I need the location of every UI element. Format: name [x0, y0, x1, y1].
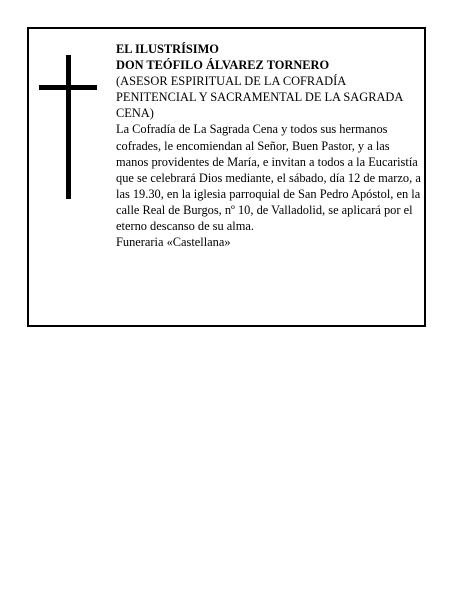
deceased-honorific: EL ILUSTRÍSIMO — [116, 42, 219, 56]
cross-horizontal-bar — [39, 85, 97, 90]
notice-body: La Cofradía de La Sagrada Cena y todos sus hermanos cofrades, le encomiendan al Señor, Buen Pastor, y a las manos providentes de María, e invitan a todos a la Eucaristía que se celebrará Dios mediante, el sábado, día 12 de marzo, a las 19.30, en la iglesia parroquial de San Pedro Apóstol, en la calle Real de Burgos, nº 10, de Valladolid, se aplicará por el eterno descanso de su alma. — [116, 122, 421, 234]
deceased-name: DON TEÓFILO ÁLVAREZ TORNERO — [116, 58, 330, 73]
deceased-role: (ASESOR ESPIRITUAL DE LA COFRADÍA PENITENCIAL Y SACRAMENTAL DE LA SAGRADA CENA) — [116, 74, 403, 121]
notice-text — [116, 41, 422, 250]
obituary-notice — [27, 27, 426, 327]
cross-vertical-bar — [66, 55, 71, 199]
funeral-home: Funeraria «Castellana» — [116, 235, 231, 250]
cross-icon — [39, 55, 97, 199]
